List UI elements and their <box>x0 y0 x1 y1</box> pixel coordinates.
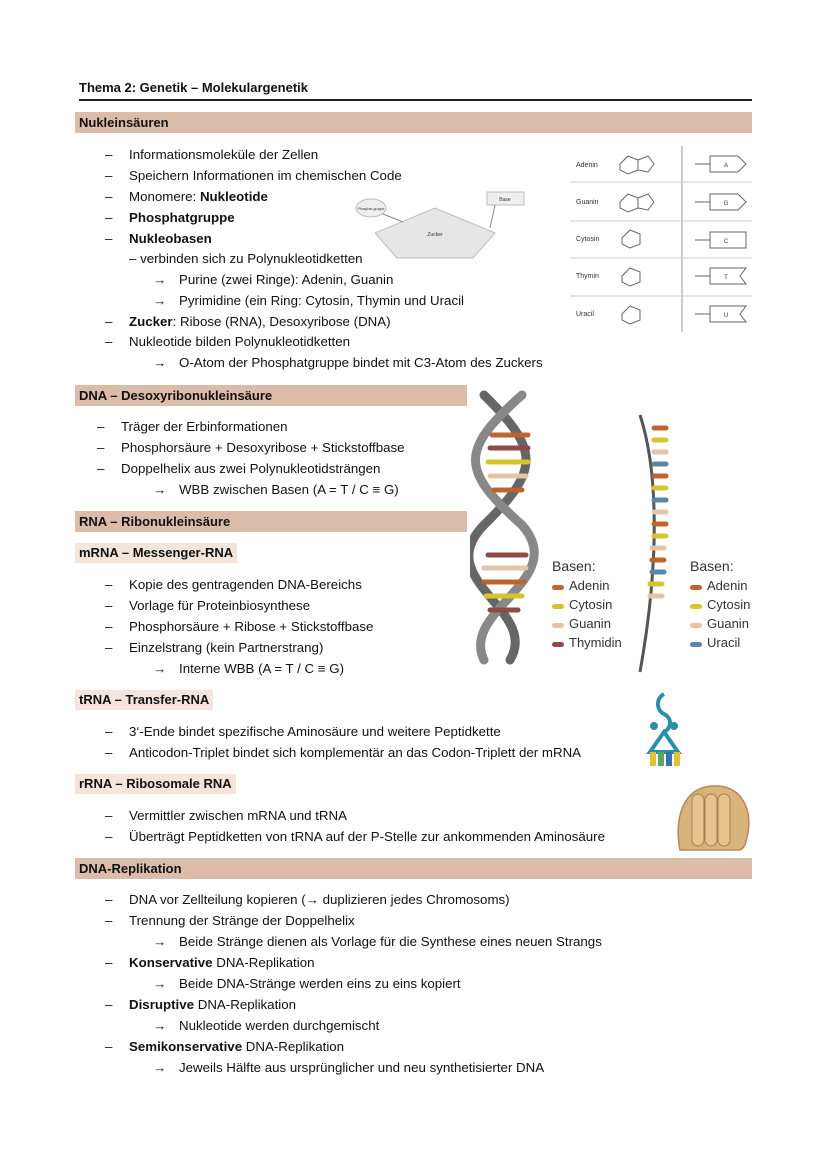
list-item: – Anticodon-Triplet bindet sich komplementär an das Codon-Triplett der mRNA <box>105 745 582 760</box>
list-item: – Überträgt Peptidketten von tRNA auf der P-Stelle zur ankommenden Aminosäure <box>105 829 605 844</box>
subheader-rrna: rRNA – Ribosomale RNA <box>75 774 236 794</box>
list-item: – Träger der Erbinformationen <box>97 419 288 434</box>
section-header-replikation: DNA-Replikation <box>75 858 752 879</box>
base-name-adenin: Adenin <box>576 162 598 169</box>
list-item: – Konservative DNA-Replikation <box>105 955 315 970</box>
legend-item: Guanin <box>690 616 760 631</box>
base-symbol: T <box>724 275 728 281</box>
section-header-rna: RNA – Ribonukleinsäure <box>75 511 467 532</box>
nucleotide-diagram <box>355 188 525 260</box>
legend-item: Adenin <box>690 578 760 593</box>
legend-item: Cytosin <box>552 597 642 612</box>
list-item: – verbinden sich zu Polynukleotidketten <box>129 251 363 266</box>
list-item: – Doppelhelix aus zwei Polynukleotidsträngen <box>97 461 381 476</box>
list-item: – Phosphorsäure + Ribose + Stickstoffbase <box>105 619 374 634</box>
list-item: – 3‘-Ende bindet spezifische Aminosäure und weitere Peptidkette <box>105 724 501 739</box>
dna-helix-illustration <box>470 390 550 665</box>
legend-item: Thymidin <box>552 635 642 650</box>
base-symbol: A <box>723 163 729 169</box>
legend-item: Guanin <box>552 616 642 631</box>
list-item: – Vorlage für Proteinbiosynthese <box>105 598 311 613</box>
subheader-mrna: mRNA – Messenger-RNA <box>75 543 237 563</box>
list-item: → Beide DNA-Stränge werden eins zu eins kopiert <box>153 976 461 991</box>
list-item: – Phosphatgruppe <box>105 210 235 225</box>
rna-legend <box>690 558 760 650</box>
list-item: – DNA vor Zellteilung kopieren (→ duplizieren jedes Chromosoms) <box>105 892 510 907</box>
list-item: – Phosphorsäure + Desoxyribose + Stickstoffbase <box>97 440 405 455</box>
list-item: → WBB zwischen Basen (A = T / C ≡ G) <box>153 482 399 497</box>
base-symbol: G <box>723 201 729 207</box>
list-item: – Monomere: Nukleotide <box>105 189 268 204</box>
base-symbol: U <box>723 313 729 319</box>
trna-icon <box>642 688 688 780</box>
list-item: → Jeweils Hälfte aus ursprünglicher und neu synthetisierter DNA <box>153 1060 545 1075</box>
base-name-thymin: Thymin <box>576 273 599 280</box>
list-item: – Kopie des gentragenden DNA-Bereichs <box>105 577 362 592</box>
list-item: – Einzelstrang (kein Partnerstrang) <box>105 640 324 655</box>
base-label: Base <box>499 197 511 203</box>
ribosome-icon <box>672 780 754 856</box>
legend-item: Uracil <box>690 635 760 650</box>
list-item: → Purine (zwei Ringe): Adenin, Guanin <box>153 272 394 287</box>
section-header-nukleinsaeuren: Nukleinsäuren <box>75 112 752 133</box>
list-item: – Informationsmoleküle der Zellen <box>105 147 319 162</box>
list-item: – Disruptive DNA-Replikation <box>105 997 297 1012</box>
sugar-label: Zucker <box>427 232 443 238</box>
list-item: → O-Atom der Phosphatgruppe bindet mit C3-Atom des Zuckers <box>153 355 543 370</box>
list-item: – Semikonservative DNA-Replikation <box>105 1039 345 1054</box>
base-name-cytosin: Cytosin <box>576 236 600 243</box>
nucleobases-table <box>570 142 752 334</box>
list-item: – Nukleobasen <box>105 231 212 246</box>
list-item: → Nukleotide werden durchgemischt <box>153 1018 380 1033</box>
list-item: – Vermittler zwischen mRNA und tRNA <box>105 808 347 823</box>
legend-title: Basen: <box>690 558 734 574</box>
list-item: – Trennung der Stränge der Doppelhelix <box>105 913 355 928</box>
legend-title: Basen: <box>552 558 596 574</box>
dna-legend <box>552 558 642 650</box>
list-item: – Nukleotide bilden Polynukleotidketten <box>105 334 351 349</box>
list-item: → Interne WBB (A = T / C ≡ G) <box>153 661 345 676</box>
section-header-dna: DNA – Desoxyribonukleinsäure <box>75 385 467 406</box>
list-item: – Speichern Informationen im chemischen Code <box>105 168 402 183</box>
base-name-uracil: Uracil <box>576 311 594 318</box>
legend-item: Cytosin <box>690 597 760 612</box>
phosphate-label: Phosphat-gruppe <box>357 207 385 211</box>
title-divider <box>79 99 752 101</box>
list-item: → Pyrimidine (ein Ring: Cytosin, Thymin und Uracil <box>153 293 465 308</box>
base-symbol: C <box>723 239 729 245</box>
base-name-guanin: Guanin <box>576 199 599 206</box>
list-item: → Beide Stränge dienen als Vorlage für die Synthese eines neuen Strangs <box>153 934 602 949</box>
subheader-trna: tRNA – Transfer-RNA <box>75 690 213 710</box>
list-item: – Zucker: Ribose (RNA), Desoxyribose (DNA) <box>105 314 391 329</box>
legend-item: Adenin <box>552 578 642 593</box>
page-title: Thema 2: Genetik – Molekulargenetik <box>79 80 309 95</box>
